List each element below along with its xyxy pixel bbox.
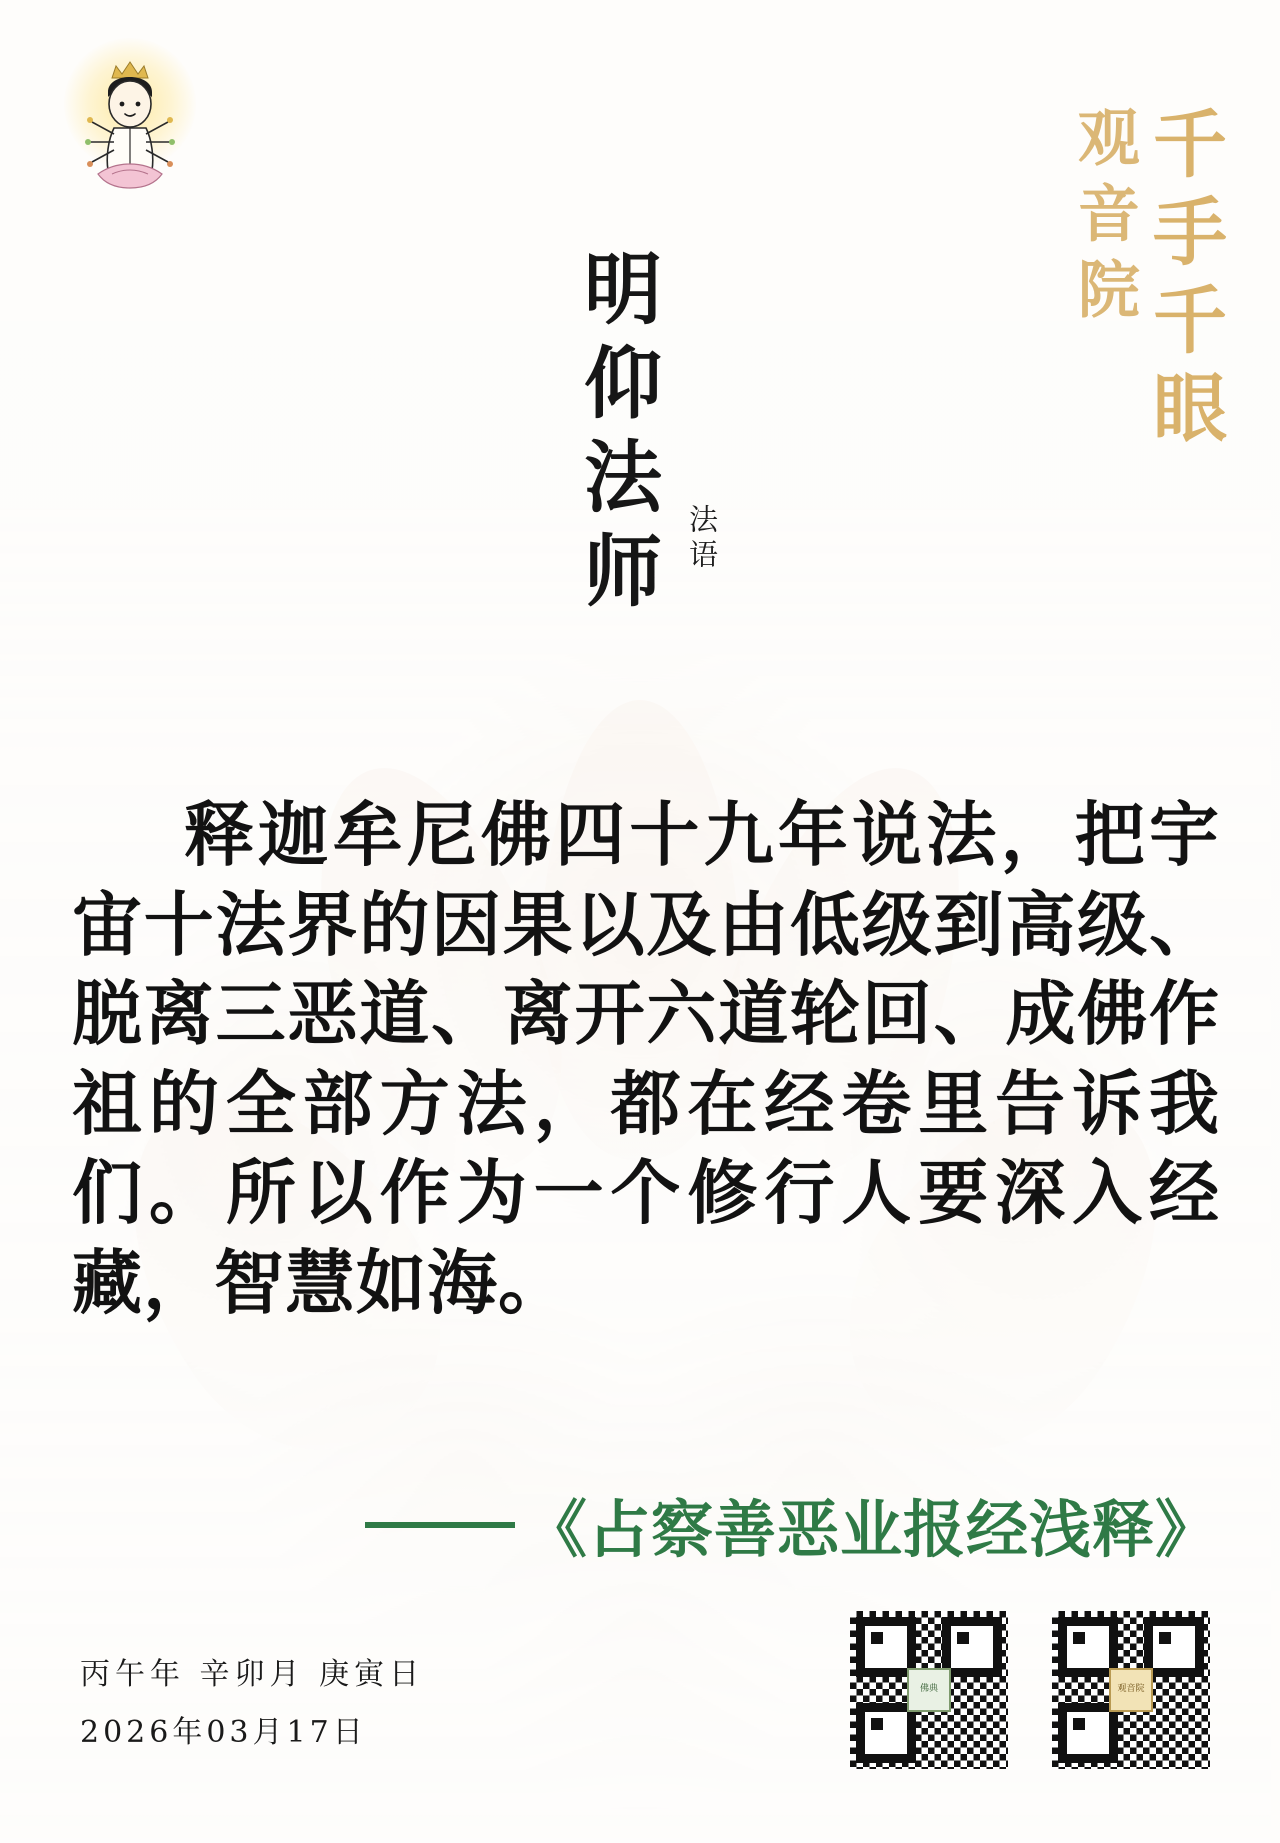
qr-finder-top-right [1144, 1617, 1204, 1677]
master-name-block [560, 248, 723, 624]
source-dash [365, 1522, 515, 1528]
brand-line-left: 观音院 [1067, 105, 1141, 333]
qr-finder-bottom-left [1058, 1703, 1118, 1763]
quote-text: 释迦牟尼佛四十九年说法，把宇宙十法界的因果以及由低级到高级、脱离三恶道、离开六道轮回、成佛作祖的全部方法，都在经卷里告诉我们。所以作为一个修行人要深入经藏，智慧如海。 [72, 793, 1220, 1324]
buddha-figure-icon [78, 48, 182, 198]
master-name: 明仰法师 [571, 248, 662, 624]
lunar-date: 丙午年 辛卯月 庚寅日 [80, 1657, 425, 1692]
brand-vertical-title [1067, 105, 1227, 457]
qr-code-group [850, 1611, 1210, 1769]
qr-center-badge-right: 观音院 [1109, 1668, 1153, 1712]
brand-line-right: 千手千眼 [1141, 105, 1227, 457]
qr-center-badge-left: 佛典 [907, 1668, 951, 1712]
qr-finder-bottom-left [856, 1703, 916, 1763]
qr-finder-top-right [942, 1617, 1002, 1677]
qr-code-left[interactable] [850, 1611, 1008, 1769]
qr-code-right[interactable] [1052, 1611, 1210, 1769]
source-title: 《占察善恶业报经浅释》 [524, 1493, 1218, 1566]
gregorian-date: 2026年03月17日 [80, 1715, 367, 1750]
date-block [80, 1649, 424, 1751]
quote-source [365, 1480, 1218, 1569]
master-name-suffix: 法语 [685, 504, 719, 574]
